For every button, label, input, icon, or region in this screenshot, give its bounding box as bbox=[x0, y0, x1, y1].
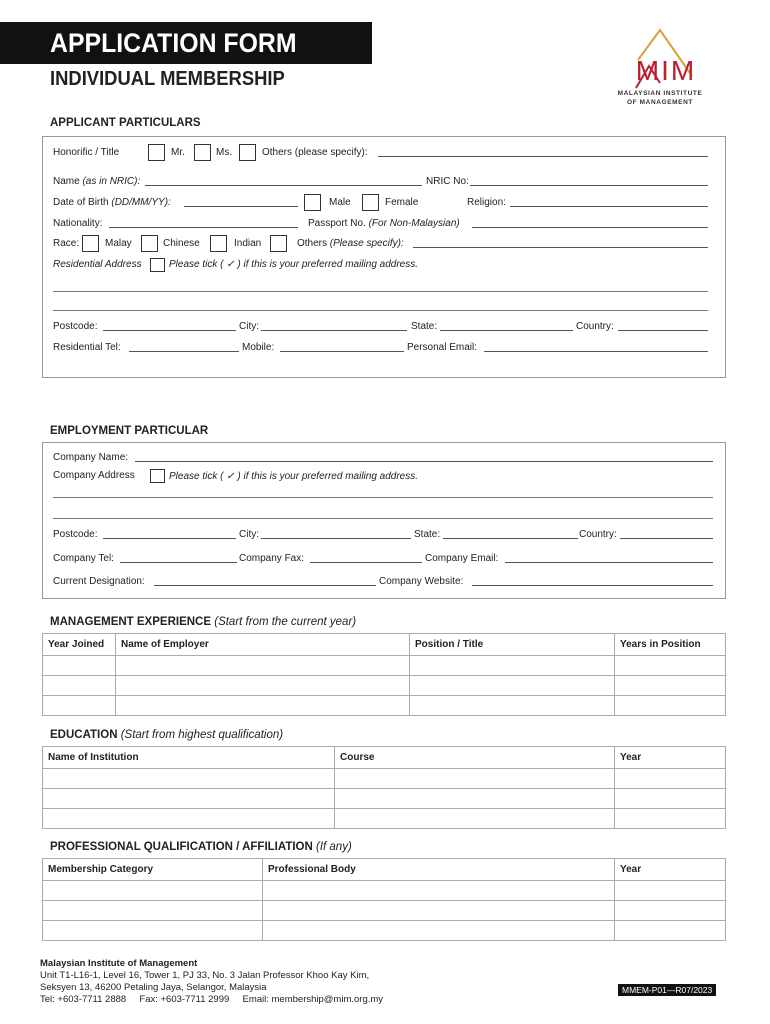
professional-heading: PROFESSIONAL QUALIFICATION / AFFILIATION (If any) bbox=[50, 841, 352, 853]
table-row bbox=[43, 809, 726, 829]
logo-subtitle bbox=[600, 89, 720, 107]
table-cell[interactable] bbox=[43, 789, 335, 809]
table-row bbox=[43, 656, 726, 676]
table-cell[interactable] bbox=[116, 676, 410, 696]
name-label: Name (as in NRIC): bbox=[53, 176, 141, 187]
employment-heading: EMPLOYMENT PARTICULAR bbox=[50, 425, 209, 437]
company-email-field[interactable] bbox=[505, 562, 713, 563]
table-cell[interactable] bbox=[615, 881, 726, 901]
table-cell[interactable] bbox=[410, 656, 615, 676]
res-address-line-1[interactable] bbox=[53, 291, 708, 292]
company-address-line-2[interactable] bbox=[53, 518, 713, 519]
race-others-checkbox[interactable] bbox=[270, 235, 287, 252]
table-cell[interactable] bbox=[263, 921, 615, 941]
male-checkbox[interactable] bbox=[304, 194, 321, 211]
company-tel-field[interactable] bbox=[120, 562, 237, 563]
res-postcode-label: Postcode: bbox=[53, 321, 98, 332]
footer bbox=[40, 958, 383, 1006]
experience-table bbox=[42, 633, 726, 716]
col-course: Course bbox=[335, 747, 615, 769]
col-year-joined: Year Joined bbox=[43, 634, 116, 656]
col-edu-year: Year bbox=[615, 747, 726, 769]
res-address-label: Residential Address bbox=[53, 259, 142, 270]
footer-email[interactable]: Email: membership@mim.org.my bbox=[242, 994, 384, 1005]
table-cell[interactable] bbox=[410, 676, 615, 696]
res-mailing-checkbox[interactable] bbox=[150, 258, 165, 272]
company-country-label: Country: bbox=[579, 529, 617, 540]
experience-header-row bbox=[43, 634, 726, 656]
education-header-row bbox=[43, 747, 726, 769]
table-cell[interactable] bbox=[263, 901, 615, 921]
table-cell[interactable] bbox=[43, 676, 116, 696]
res-city-field[interactable] bbox=[261, 330, 407, 331]
table-cell[interactable] bbox=[263, 881, 615, 901]
company-mailing-checkbox[interactable] bbox=[150, 469, 165, 483]
chinese-checkbox[interactable] bbox=[141, 235, 158, 252]
col-position: Position / Title bbox=[410, 634, 615, 656]
table-cell[interactable] bbox=[43, 809, 335, 829]
col-institution: Name of Institution bbox=[43, 747, 335, 769]
company-name-label: Company Name: bbox=[53, 452, 129, 463]
nationality-field[interactable] bbox=[109, 227, 298, 228]
title-bar bbox=[0, 22, 372, 64]
res-state-label: State: bbox=[411, 321, 438, 332]
company-tick-note: Please tick ( ✓ ) if this is your preferred mailing address. bbox=[169, 471, 419, 482]
professional-header-row bbox=[43, 859, 726, 881]
res-address-line-2[interactable] bbox=[53, 310, 708, 311]
race-others-label: Others (Please specify): bbox=[297, 238, 404, 249]
footer-tel: Tel: +603-7711 2888 bbox=[40, 994, 127, 1005]
table-cell[interactable] bbox=[410, 696, 615, 716]
designation-field[interactable] bbox=[154, 585, 376, 586]
company-state-field[interactable] bbox=[443, 538, 578, 539]
malay-label: Malay bbox=[105, 238, 132, 249]
footer-address2: Seksyen 13, 46200 Petaling Jaya, Selangor, Malaysia bbox=[40, 982, 267, 993]
table-cell[interactable] bbox=[335, 789, 615, 809]
form-code-badge: MMEM-P01—R07/2023 bbox=[618, 984, 716, 996]
ms-label: Ms. bbox=[216, 147, 233, 158]
table-cell[interactable] bbox=[615, 789, 726, 809]
experience-heading: MANAGEMENT EXPERIENCE (Start from the current year) bbox=[50, 616, 357, 628]
mr-label: Mr. bbox=[171, 147, 185, 158]
education-table bbox=[42, 746, 726, 829]
col-employer: Name of Employer bbox=[116, 634, 410, 656]
website-field[interactable] bbox=[472, 585, 713, 586]
table-cell[interactable] bbox=[43, 901, 263, 921]
company-fax-label: Company Fax: bbox=[239, 553, 305, 564]
res-tel-label: Residential Tel: bbox=[53, 342, 121, 353]
applicant-box bbox=[42, 136, 726, 378]
male-label: Male bbox=[329, 197, 351, 208]
table-row bbox=[43, 901, 726, 921]
table-cell[interactable] bbox=[43, 881, 263, 901]
table-cell[interactable] bbox=[615, 901, 726, 921]
website-label: Company Website: bbox=[379, 576, 464, 587]
table-cell[interactable] bbox=[615, 676, 726, 696]
footer-fax: Fax: +603-7711 2999 bbox=[139, 994, 230, 1005]
race-others-field[interactable] bbox=[413, 247, 708, 248]
table-cell[interactable] bbox=[615, 696, 726, 716]
table-row bbox=[43, 769, 726, 789]
form-title: APPLICATION FORM bbox=[50, 28, 297, 58]
table-row bbox=[43, 676, 726, 696]
table-row bbox=[43, 789, 726, 809]
name-field[interactable] bbox=[145, 185, 422, 186]
res-city-label: City: bbox=[239, 321, 259, 332]
indian-label: Indian bbox=[234, 238, 262, 249]
ms-checkbox[interactable] bbox=[194, 144, 211, 161]
company-city-field[interactable] bbox=[261, 538, 411, 539]
table-cell[interactable] bbox=[43, 769, 335, 789]
mr-checkbox[interactable] bbox=[148, 144, 165, 161]
others-title-checkbox[interactable] bbox=[239, 144, 256, 161]
col-prof-year: Year bbox=[615, 859, 726, 881]
table-cell[interactable] bbox=[43, 921, 263, 941]
res-tick-note: Please tick ( ✓ ) if this is your preferred mailing address. bbox=[169, 259, 419, 270]
company-address-label: Company Address bbox=[53, 470, 135, 481]
col-professional-body: Professional Body bbox=[263, 859, 615, 881]
table-cell[interactable] bbox=[615, 769, 726, 789]
res-country-field[interactable] bbox=[618, 330, 708, 331]
table-cell[interactable] bbox=[116, 696, 410, 716]
res-country-label: Country: bbox=[576, 321, 614, 332]
others-title-field[interactable] bbox=[378, 156, 708, 157]
table-cell[interactable] bbox=[43, 656, 116, 676]
race-label: Race: bbox=[53, 238, 80, 249]
logo-sub-line1: MALAYSIAN INSTITUTE bbox=[617, 90, 703, 97]
malay-checkbox[interactable] bbox=[82, 235, 99, 252]
form-subtitle: INDIVIDUAL MEMBERSHIP bbox=[50, 68, 285, 90]
company-fax-field[interactable] bbox=[310, 562, 422, 563]
nationality-label: Nationality: bbox=[53, 218, 103, 229]
logo-sub-line2: OF MANAGEMENT bbox=[627, 99, 693, 106]
company-postcode-field[interactable] bbox=[103, 538, 236, 539]
company-city-label: City: bbox=[239, 529, 259, 540]
res-tel-field[interactable] bbox=[129, 351, 239, 352]
nric-field[interactable] bbox=[470, 185, 708, 186]
logo-text: MIM bbox=[635, 55, 697, 86]
company-address-line-1[interactable] bbox=[53, 497, 713, 498]
res-state-field[interactable] bbox=[440, 330, 573, 331]
religion-field[interactable] bbox=[510, 206, 708, 207]
company-email-label: Company Email: bbox=[425, 553, 499, 564]
table-row bbox=[43, 696, 726, 716]
personal-email-label: Personal Email: bbox=[407, 342, 478, 353]
table-row bbox=[43, 881, 726, 901]
company-state-label: State: bbox=[414, 529, 441, 540]
chinese-label: Chinese bbox=[163, 238, 200, 249]
dob-label: Date of Birth (DD/MM/YY): bbox=[53, 197, 171, 208]
table-row bbox=[43, 921, 726, 941]
col-years-in-position: Years in Position bbox=[615, 634, 726, 656]
professional-table bbox=[42, 858, 726, 941]
passport-label: Passport No. (For Non-Malaysian) bbox=[308, 218, 460, 229]
indian-checkbox[interactable] bbox=[210, 235, 227, 252]
company-tel-label: Company Tel: bbox=[53, 553, 114, 564]
religion-label: Religion: bbox=[467, 197, 506, 208]
mobile-label: Mobile: bbox=[242, 342, 275, 353]
honorific-label: Honorific / Title bbox=[53, 147, 120, 158]
table-cell[interactable] bbox=[615, 921, 726, 941]
table-cell[interactable] bbox=[43, 696, 116, 716]
table-cell[interactable] bbox=[335, 769, 615, 789]
dob-field[interactable] bbox=[184, 206, 298, 207]
nric-label: NRIC No: bbox=[426, 176, 469, 187]
table-cell[interactable] bbox=[615, 809, 726, 829]
passport-field[interactable] bbox=[472, 227, 708, 228]
table-cell[interactable] bbox=[116, 656, 410, 676]
applicant-heading: APPLICANT PARTICULARS bbox=[50, 117, 201, 129]
footer-org: Malaysian Institute of Management bbox=[40, 958, 198, 969]
res-postcode-field[interactable] bbox=[103, 330, 236, 331]
personal-email-field[interactable] bbox=[484, 351, 708, 352]
table-cell[interactable] bbox=[615, 656, 726, 676]
col-membership-category: Membership Category bbox=[43, 859, 263, 881]
company-postcode-label: Postcode: bbox=[53, 529, 98, 540]
female-checkbox[interactable] bbox=[362, 194, 379, 211]
mobile-field[interactable] bbox=[280, 351, 404, 352]
footer-contact bbox=[40, 994, 383, 1006]
others-title-label: Others (please specify): bbox=[262, 147, 368, 158]
company-name-field[interactable] bbox=[135, 461, 713, 462]
female-label: Female bbox=[385, 197, 419, 208]
table-cell[interactable] bbox=[335, 809, 615, 829]
footer-address1: Unit T1-L16-1, Level 16, Tower 1, PJ 33, No. 3 Jalan Professor Khoo Kay Kim, bbox=[40, 970, 370, 981]
education-heading: EDUCATION (Start from highest qualification) bbox=[50, 729, 284, 741]
company-country-field[interactable] bbox=[620, 538, 713, 539]
designation-label: Current Designation: bbox=[53, 576, 145, 587]
